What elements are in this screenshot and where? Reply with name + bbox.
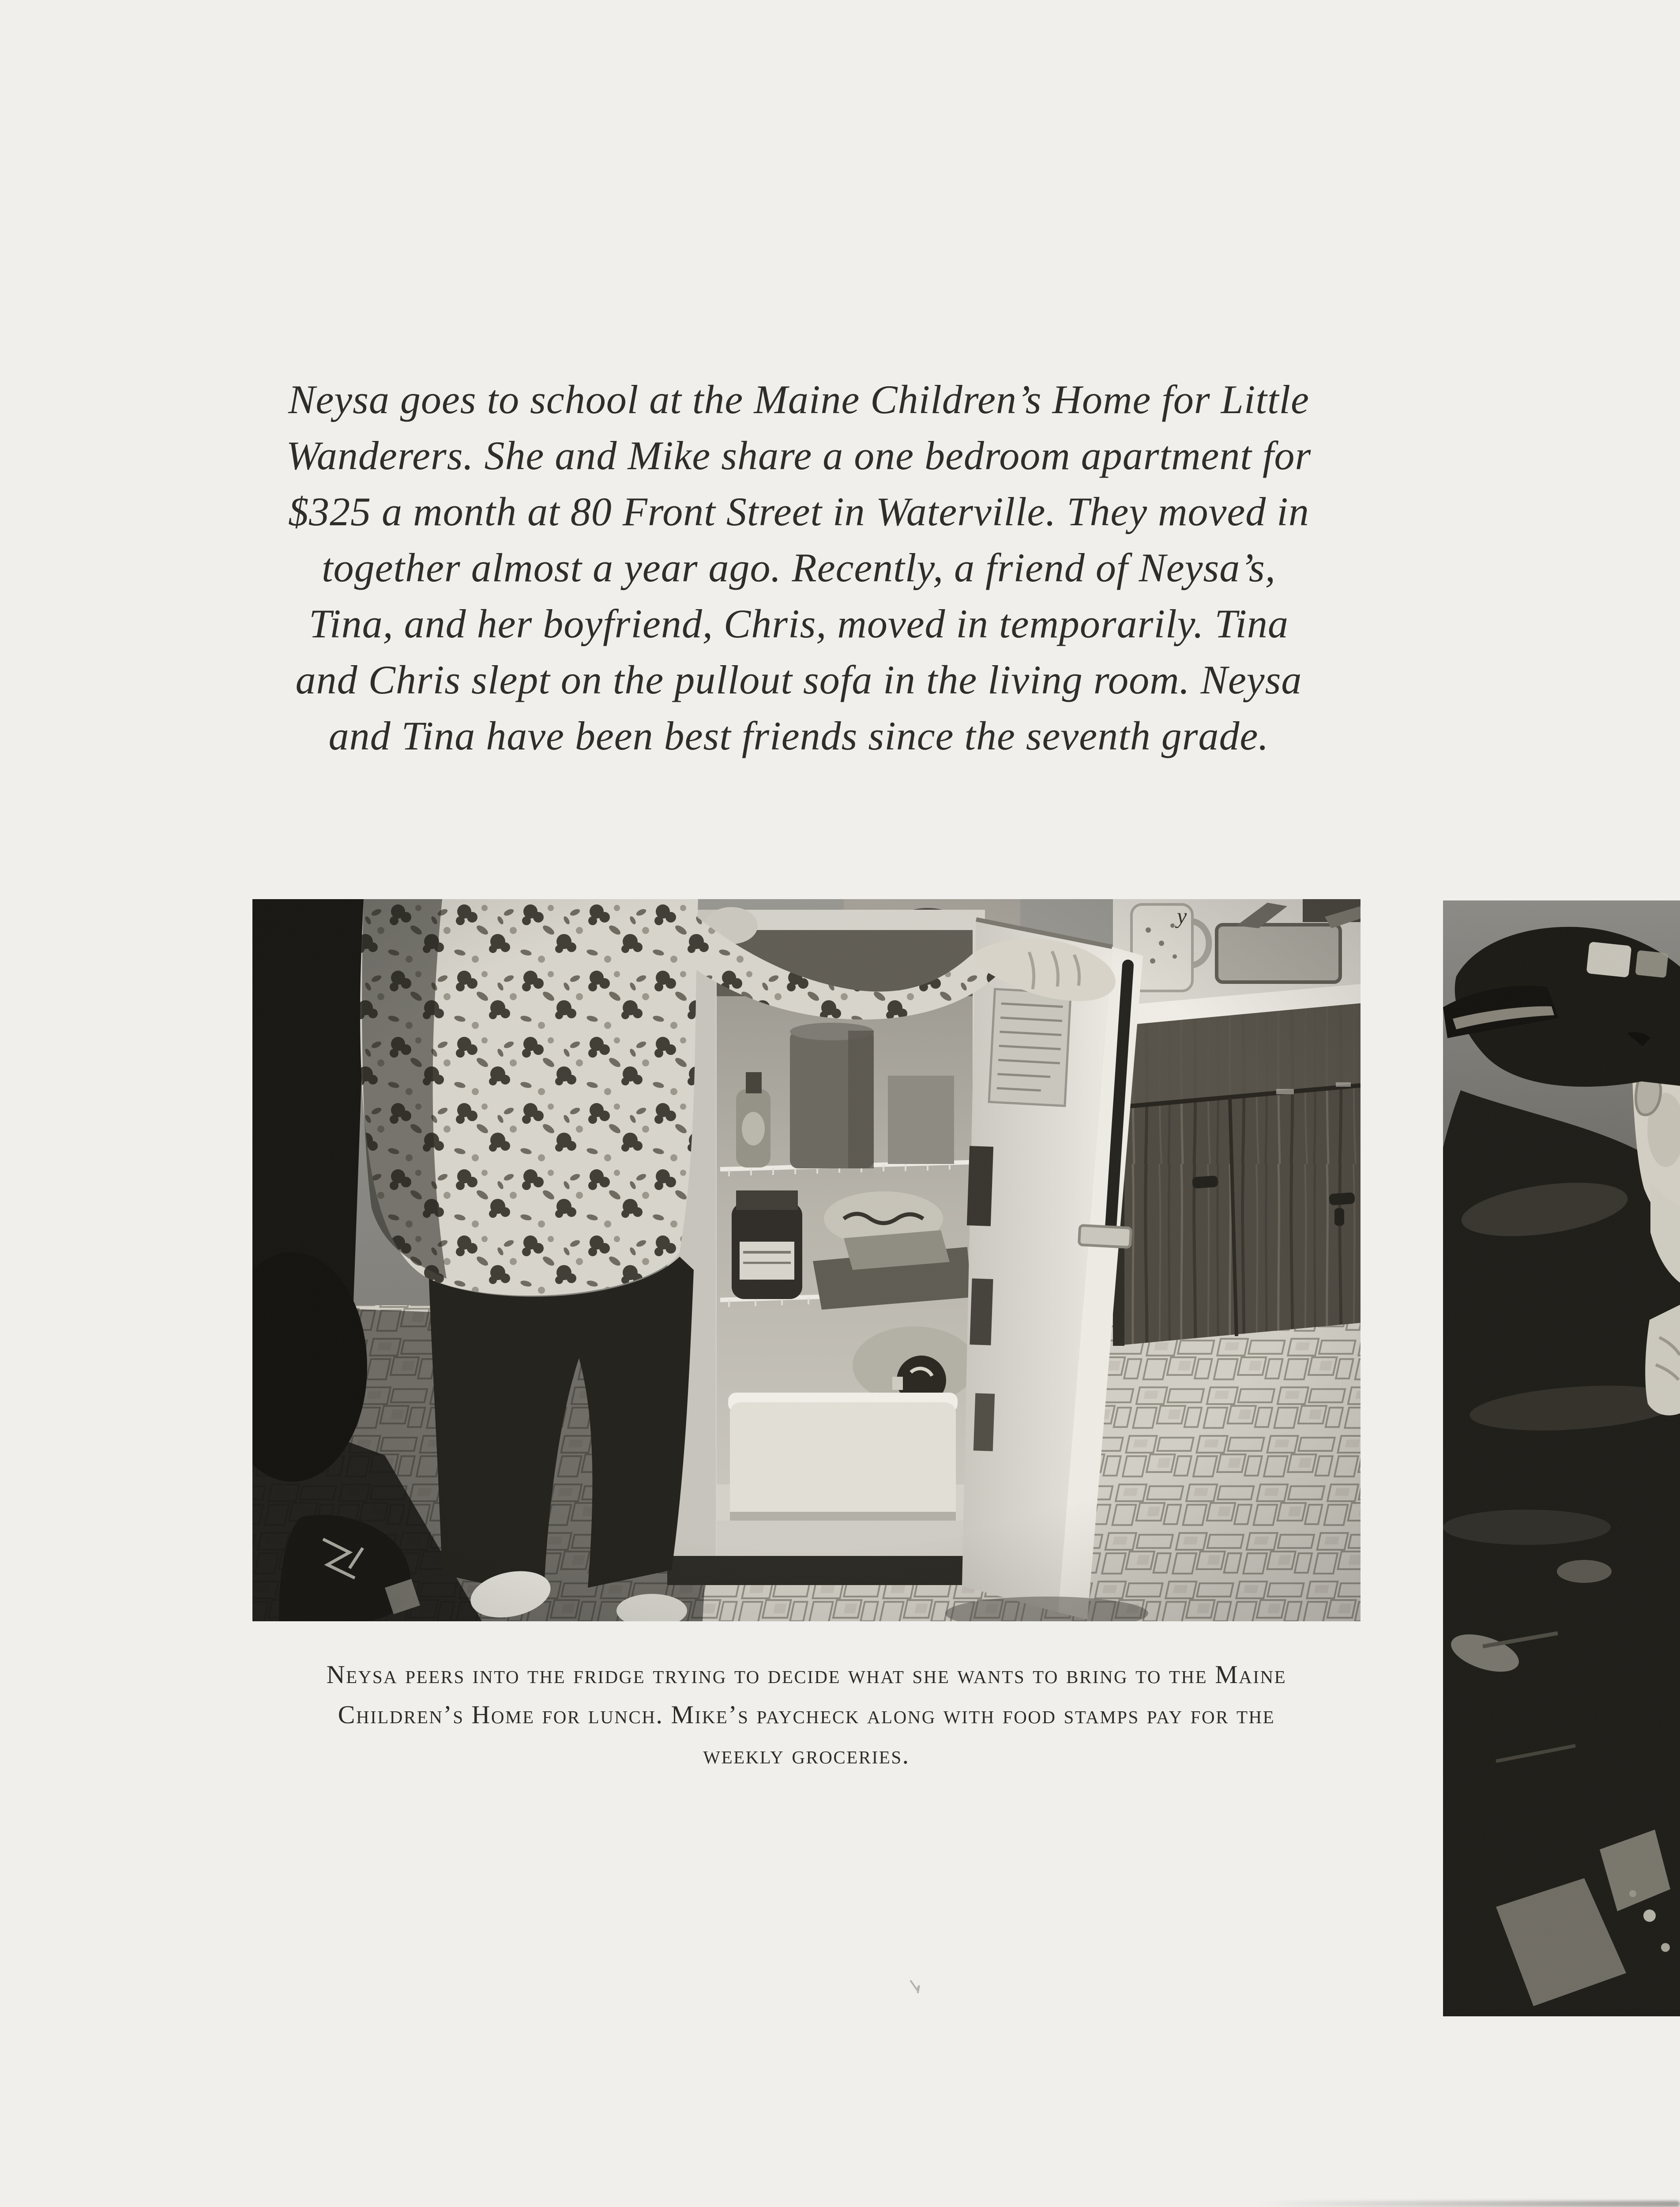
- portrait-photo: [1443, 900, 1680, 2016]
- page-edge-shadow: [1258, 2201, 1680, 2207]
- caption-line: Neysa peers into the fridge trying to decide what she wants to bring to the Maine: [326, 1660, 1287, 1689]
- kitchen-photo-illustration: [252, 899, 1361, 1621]
- intro-line: $325 a month at 80 Front Street in Waterville. They moved in: [288, 489, 1309, 534]
- intro-line: Neysa goes to school at the Maine Children’s Home for Little: [288, 377, 1309, 422]
- intro-line: together almost a year ago. Recently, a friend of Neysa’s,: [322, 545, 1276, 590]
- caption-line: weekly groceries.: [703, 1740, 910, 1769]
- intro-line: Wanderers. She and Mike share a one bedroom apartment for: [286, 433, 1312, 478]
- intro-line: Tina, and her boyfriend, Chris, moved in temporarily. Tina: [308, 601, 1289, 646]
- portrait-photo-illustration: [1443, 900, 1680, 2016]
- intro-paragraph: [247, 372, 1350, 764]
- film-grain: [1443, 900, 1680, 2016]
- photo-caption: [252, 1654, 1361, 1775]
- scan-speck: [909, 1980, 922, 1995]
- kitchen-photo: [252, 899, 1361, 1621]
- caption-line: Children’s Home for lunch. Mike’s paycheck along with food stamps pay for the: [338, 1700, 1275, 1729]
- film-grain: [252, 899, 1361, 1621]
- intro-line: and Tina have been best friends since the seventh grade.: [328, 713, 1269, 758]
- intro-line: and Chris slept on the pullout sofa in the living room. Neysa: [295, 657, 1302, 702]
